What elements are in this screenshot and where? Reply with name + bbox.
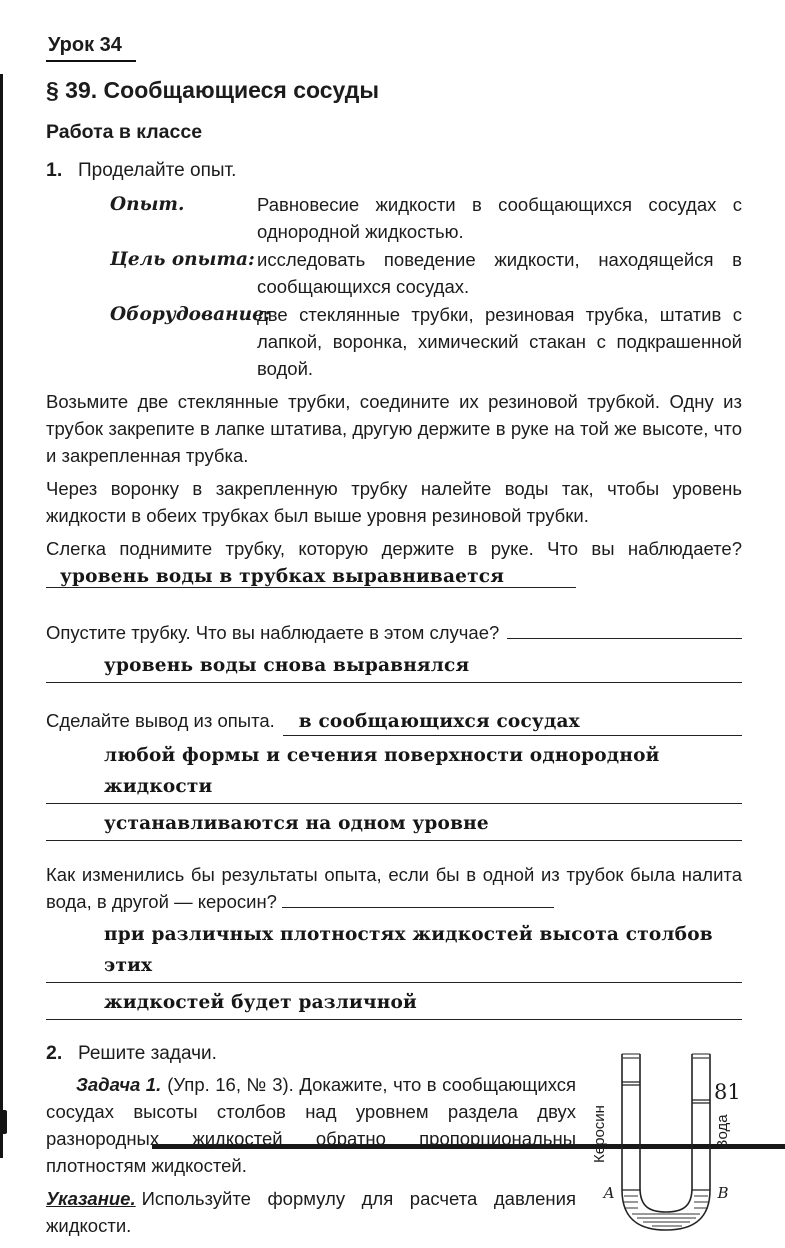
u-tube-figure	[590, 1038, 742, 1243]
question-2-text: Опустите трубку. Что вы наблюдаете в этом случае?	[46, 622, 500, 643]
liquid-levels	[622, 1082, 710, 1190]
question-3-line	[46, 707, 742, 736]
answer-2-text: уровень воды снова выравнялся	[104, 655, 470, 676]
answer-4-text-2: жидкостей будет различной	[104, 992, 417, 1013]
question-4-paragraph	[46, 861, 742, 915]
task-1-heading	[46, 159, 742, 182]
lesson-heading: Урок 34	[46, 34, 136, 62]
question-2-blank-line	[507, 614, 742, 639]
answer-3-line-1	[283, 707, 742, 736]
answer-1-line	[46, 565, 576, 588]
answer-3-text-3: устанавливаются на одном уровне	[104, 813, 489, 834]
workbook-page	[46, 34, 742, 1243]
answer-3-text-2: любой формы и сечения поверхности однородной жидкости	[104, 745, 660, 797]
question-3-text: Сделайте вывод из опыта.	[46, 710, 275, 731]
answer-2-line	[46, 651, 742, 683]
task-2-title: Решите задачи.	[78, 1043, 217, 1064]
experiment-label-goal: Цель опыта:	[110, 249, 255, 270]
answer-4-text-1: при различных плотностях жидкостей высота столбов этих	[104, 924, 713, 976]
u-tube-svg	[590, 1038, 742, 1243]
question-4-blank-line	[282, 893, 554, 908]
question-4-text: Как изменились бы результаты опыта, если бы в одной из трубок была налита вода, в другой — керосин?	[46, 864, 742, 912]
question-1-text: Слегка поднимите трубку, которую держите в руке. Что вы наблюдаете?	[46, 538, 742, 559]
experiment-row-opyt	[110, 191, 742, 245]
answer-3-line-3	[46, 809, 742, 841]
instruction-paragraph-2: Через воронку в закрепленную трубку налейте воды так, чтобы уровень жидкости в обеих трубках был выше уровня резиновой трубки.	[46, 478, 742, 526]
experiment-row-goal	[110, 246, 742, 300]
subsection-heading: Работа в классе	[46, 121, 203, 143]
question-1-paragraph	[46, 535, 742, 590]
problem-1-text: (Упр. 16, № 3). Докажите, что в сообщающихся сосудах высоты столбов над уровнем раздела двух разнородных жидкостей обратно пропорциональны плотностям жидкостей.	[46, 1074, 576, 1176]
scan-artifact-left-blob	[0, 1110, 7, 1134]
answer-4-line-1	[46, 920, 742, 983]
instruction-paragraph-1: Возьмите две стеклянные трубки, соедините их резиновой трубкой. Одну из трубок закрепите в лапке штатива, другую держите в руке на той же высоте, что и закрепленная трубка.	[46, 391, 742, 466]
point-b-label: B	[717, 1184, 729, 1202]
experiment-text-equipment: две стеклянные трубки, резиновая трубка, штатив с лапкой, воронка, химический стакан с подкрашенной водой.	[257, 304, 742, 379]
tube-rims	[622, 1054, 710, 1058]
kerosene-label: Керосин	[591, 1105, 608, 1163]
u-tube-walls	[622, 1054, 710, 1230]
experiment-label-equipment: Оборудование:	[110, 304, 271, 325]
answer-1-text: уровень воды в трубках выравнивается	[60, 566, 505, 587]
page-number: 81	[714, 1080, 741, 1104]
problem-1-label: Задача 1.	[76, 1074, 162, 1095]
answer-3-line-2	[46, 741, 742, 804]
answer-3-text-1: в сообщающихся сосудах	[298, 711, 580, 732]
task-1-number: 1.	[46, 159, 63, 181]
experiment-row-equipment	[110, 301, 742, 382]
answer-4-line-2	[46, 988, 742, 1020]
liquid-hatching	[624, 1196, 708, 1226]
experiment-block	[110, 191, 742, 382]
experiment-text-goal: исследовать поведение жидкости, находящейся в сообщающихся сосудах.	[257, 249, 742, 297]
scan-artifact-left-edge	[0, 74, 3, 1158]
experiment-text-opyt: Равновесие жидкости в сообщающихся сосудах с однородной жидкостью.	[257, 194, 742, 242]
hint-label: Указание.	[46, 1188, 136, 1209]
point-a-label: A	[603, 1184, 615, 1202]
section-title: § 39. Сообщающиеся сосуды	[46, 77, 380, 103]
experiment-label-opyt: Опыт.	[110, 194, 185, 215]
question-2-line	[46, 614, 742, 646]
water-label: Вода	[714, 1114, 731, 1150]
task-2-number: 2.	[46, 1042, 63, 1064]
hint-text: Используйте формулу для расчета давления жидкости.	[46, 1188, 576, 1236]
task-2-block	[46, 1042, 742, 1239]
task-1-title: Проделайте опыт.	[78, 160, 237, 181]
